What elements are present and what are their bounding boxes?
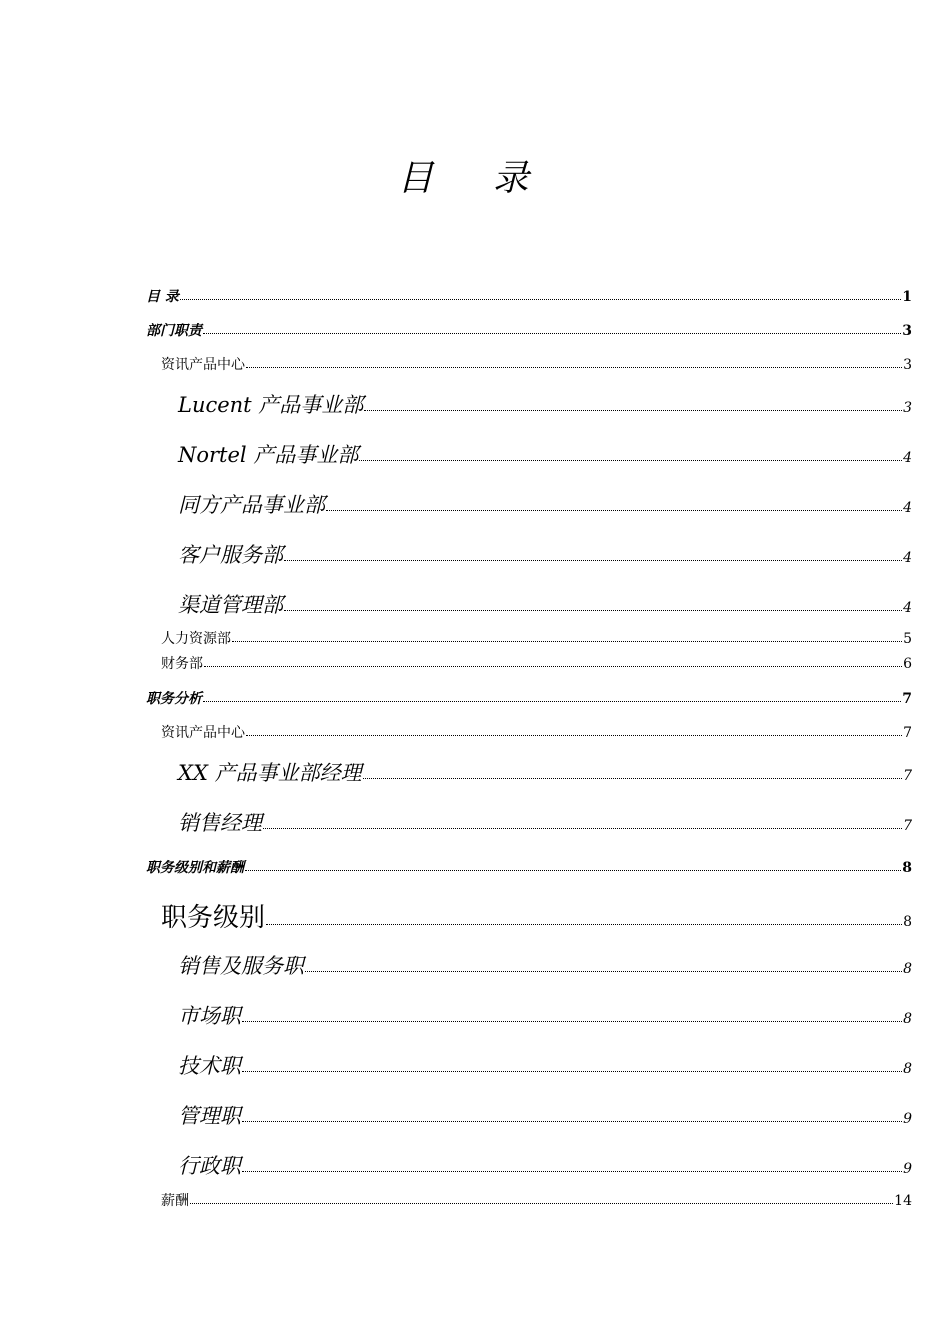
dot-leader <box>326 510 902 511</box>
toc-entry-page: 9 <box>903 1111 912 1127</box>
toc-entry-label: 薪酬 <box>161 1193 189 1209</box>
toc-entry-info-product-center-2[interactable] <box>0 722 912 742</box>
toc-entry-label: 技术职 <box>178 1054 241 1078</box>
toc-entry-page: 7 <box>902 691 912 707</box>
toc-entry-label: 管理职 <box>178 1104 241 1128</box>
toc-entry-label: 销售及服务职 <box>178 954 304 978</box>
toc-entry-page: 5 <box>903 631 912 647</box>
dot-leader <box>242 1071 902 1072</box>
toc-entry-grade-and-pay[interactable] <box>0 857 912 877</box>
dot-leader <box>242 1021 902 1022</box>
dot-leader <box>364 410 902 411</box>
toc-entry-channel-management[interactable] <box>0 589 912 619</box>
toc-entry-page: 6 <box>903 656 912 672</box>
dot-leader <box>245 870 901 871</box>
toc-entry-sales-service[interactable] <box>0 950 912 980</box>
toc-entry-label: 职务分析 <box>146 691 202 707</box>
toc-entry-label: 资讯产品中心 <box>161 357 245 373</box>
toc-entry-job-grade[interactable] <box>0 897 912 934</box>
dot-leader <box>242 1171 902 1172</box>
toc-entry-administrative[interactable] <box>0 1150 912 1180</box>
toc-entry-page: 7 <box>903 818 912 834</box>
toc-entry-page: 4 <box>903 450 912 466</box>
dot-leader <box>284 610 902 611</box>
toc-entry-tongfang[interactable] <box>0 489 912 519</box>
dot-leader <box>359 460 902 461</box>
toc-entry-label: 职务级别和薪酬 <box>146 860 244 876</box>
toc-entry-label: 人力资源部 <box>161 631 231 647</box>
dot-leader <box>263 828 902 829</box>
toc-entry-compensation[interactable] <box>0 1190 912 1210</box>
toc-entry-human-resources[interactable] <box>0 628 912 648</box>
toc-entry-label: 资讯产品中心 <box>161 725 245 741</box>
toc-entry-info-product-center[interactable] <box>0 354 912 374</box>
toc-entry-technical[interactable] <box>0 1050 912 1080</box>
toc-entry-finance[interactable] <box>0 653 912 673</box>
toc-entry-label: Lucent 产品事业部 <box>178 393 364 417</box>
toc-entry-page: 7 <box>903 725 912 741</box>
toc-entry-label: 行政职 <box>178 1154 241 1178</box>
dot-leader <box>246 367 902 368</box>
toc-entry-label: 财务部 <box>161 656 203 672</box>
toc-entry-label: 目 录 <box>146 289 179 305</box>
toc-entry-page: 3 <box>902 323 912 339</box>
toc-entry-management[interactable] <box>0 1100 912 1130</box>
toc-entry-label: 渠道管理部 <box>178 593 283 617</box>
toc-entry-page: 9 <box>903 1161 912 1177</box>
toc-entry-label: 市场职 <box>178 1004 241 1028</box>
toc-entry-page: 8 <box>903 914 912 930</box>
toc-entry-page: 4 <box>903 500 912 516</box>
toc-entry-page: 4 <box>903 600 912 616</box>
dot-leader <box>232 641 902 642</box>
toc-entry-page: 8 <box>902 860 912 876</box>
page-title: 目 录 <box>397 158 553 199</box>
dot-leader <box>284 560 902 561</box>
dot-leader <box>203 333 901 334</box>
dot-leader <box>305 971 902 972</box>
toc-entry-page: 1 <box>902 289 912 305</box>
toc-entry-page: 8 <box>903 1061 912 1077</box>
dot-leader <box>266 924 902 925</box>
toc-entry-label: 销售经理 <box>178 811 262 835</box>
toc-entry-label: 部门职责 <box>146 323 202 339</box>
toc-entry-lucent[interactable] <box>0 389 912 419</box>
toc-entry-label: 客户服务部 <box>178 543 283 567</box>
toc-entry-job-analysis[interactable] <box>0 688 912 708</box>
toc-entry-page: 7 <box>903 768 912 784</box>
toc-entry-page: 3 <box>903 357 912 373</box>
toc-entry-page: 4 <box>903 550 912 566</box>
dot-leader <box>363 778 903 779</box>
dot-leader <box>203 701 901 702</box>
toc-entry-label: Nortel 产品事业部 <box>178 443 359 467</box>
dot-leader <box>246 735 902 736</box>
toc-entry-marketing[interactable] <box>0 1000 912 1030</box>
toc-entry-label: XX 产品事业部经理 <box>178 761 362 785</box>
dot-leader <box>190 1203 893 1204</box>
toc-entry-page: 14 <box>894 1193 912 1209</box>
toc-entry-customer-service[interactable] <box>0 539 912 569</box>
toc-entry-mulu[interactable] <box>0 286 912 306</box>
toc-entry-page: 3 <box>903 400 912 416</box>
toc-entry-page: 8 <box>903 1011 912 1027</box>
toc-entry-xx-division-manager[interactable] <box>0 757 912 787</box>
toc-entry-label: 同方产品事业部 <box>178 493 325 517</box>
toc-entry-department-duties[interactable] <box>0 320 912 340</box>
dot-leader <box>180 299 901 300</box>
toc-entry-nortel[interactable] <box>0 439 912 469</box>
dot-leader <box>204 666 902 667</box>
toc-entry-page: 8 <box>903 961 912 977</box>
toc-entry-label: 职务级别 <box>161 903 266 933</box>
dot-leader <box>242 1121 902 1122</box>
toc-entry-sales-manager[interactable] <box>0 807 912 837</box>
